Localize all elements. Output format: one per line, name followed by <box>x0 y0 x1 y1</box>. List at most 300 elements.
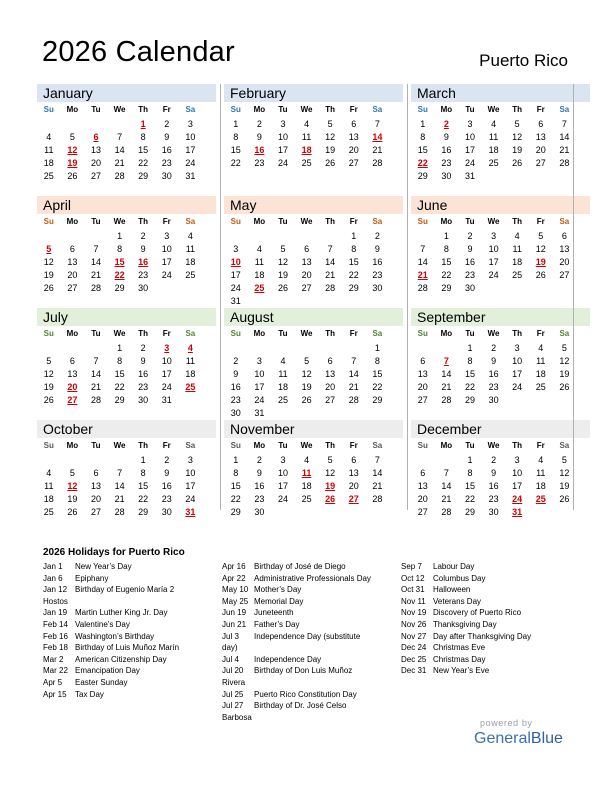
day-cell: 1 <box>140 118 146 129</box>
day-cell: 5 <box>514 118 520 129</box>
holiday-date: Apr 16 <box>222 562 246 571</box>
holiday-date: Feb 18 <box>43 643 68 653</box>
day-cell: 10 <box>512 355 523 366</box>
weekday-label: Mo <box>253 441 266 450</box>
month-name: February <box>224 84 403 102</box>
day-cell: 16 <box>464 256 475 267</box>
weekday-header <box>37 102 216 117</box>
day-cell: 10 <box>230 256 241 267</box>
week-row <box>37 341 216 354</box>
weekday-label: Tu <box>465 217 475 226</box>
week-row <box>224 393 403 406</box>
day-cell: 24 <box>277 157 288 168</box>
holiday-name: Birthday of Don Luis Muñoz <box>254 666 353 676</box>
day-cell: 26 <box>512 157 523 168</box>
day-cell: 3 <box>187 454 193 465</box>
day-cell: 11 <box>278 368 288 379</box>
holiday-column-1 <box>43 561 223 700</box>
holiday-item <box>222 654 402 666</box>
week-row <box>411 466 590 479</box>
day-cell: 24 <box>277 493 288 504</box>
holiday-name: Puerto Rico Constitution Day <box>254 689 357 699</box>
day-cell: 11 <box>44 480 54 491</box>
day-cell: 6 <box>69 355 75 366</box>
day-cell: 18 <box>535 368 546 379</box>
week-row <box>224 492 403 505</box>
day-cell: 8 <box>443 243 449 254</box>
weekday-label: Th <box>325 441 336 450</box>
day-cell: 19 <box>277 269 288 280</box>
day-cell: 24 <box>488 269 499 280</box>
day-cell: 14 <box>325 256 336 267</box>
day-cell: 19 <box>43 381 54 392</box>
weekday-label: Mo <box>440 105 453 114</box>
week-row <box>224 367 403 380</box>
day-cell: 2 <box>467 230 473 241</box>
day-cell: 5 <box>304 355 310 366</box>
month-january <box>37 84 216 196</box>
week-row <box>411 169 590 182</box>
week-row <box>411 242 590 255</box>
day-cell: 13 <box>90 480 101 491</box>
day-cell: 2 <box>164 118 170 129</box>
day-cell: 17 <box>488 256 499 267</box>
day-cell: 29 <box>417 170 428 181</box>
day-cell: 12 <box>325 467 336 478</box>
weekday-header <box>411 214 590 229</box>
day-cell: 15 <box>464 480 475 491</box>
weekday-label: We <box>300 105 313 114</box>
weekday-label: Th <box>138 217 149 226</box>
day-cell: 27 <box>417 506 428 517</box>
holiday-name: Day after Thanksgiving Day <box>433 631 532 641</box>
day-cell: 28 <box>114 506 125 517</box>
week-row <box>224 242 403 255</box>
day-cell: 28 <box>441 506 452 517</box>
holiday-date: Dec 24 <box>401 643 427 653</box>
weekday-label: Su <box>417 329 428 338</box>
day-cell: 31 <box>512 506 523 517</box>
holiday-item <box>401 642 581 654</box>
week-row <box>224 466 403 479</box>
day-cell: 3 <box>164 342 170 353</box>
holiday-name: Labour Day <box>433 562 475 571</box>
day-cell: 24 <box>230 282 241 293</box>
powered-by-label: powered by <box>480 718 533 728</box>
day-cell: 4 <box>538 454 544 465</box>
day-cell: 5 <box>280 243 286 254</box>
holiday-item <box>43 642 223 654</box>
weekday-label: We <box>487 105 500 114</box>
month-december <box>411 420 590 532</box>
day-cell: 29 <box>464 394 475 405</box>
weekday-label: Mo <box>253 329 266 338</box>
day-cell: 5 <box>69 131 75 142</box>
day-cell: 13 <box>535 131 546 142</box>
day-cell: 18 <box>488 144 499 155</box>
week-row <box>411 341 590 354</box>
month-name: March <box>411 84 590 102</box>
day-cell: 15 <box>138 144 149 155</box>
day-cell: 24 <box>161 269 172 280</box>
day-cell: 26 <box>67 170 78 181</box>
day-cell: 17 <box>464 144 475 155</box>
day-cell: 23 <box>138 269 149 280</box>
day-cell: 13 <box>90 144 101 155</box>
weekday-label: Su <box>417 105 428 114</box>
day-cell: 22 <box>348 269 359 280</box>
weekday-label: Tu <box>278 329 288 338</box>
day-cell: 2 <box>256 118 262 129</box>
day-cell: 23 <box>464 269 475 280</box>
day-cell: 25 <box>301 493 312 504</box>
holiday-date: Nov 11 <box>401 596 426 606</box>
day-cell: 29 <box>114 394 125 405</box>
month-name: September <box>411 308 590 326</box>
day-cell: 11 <box>488 131 499 142</box>
day-cell: 29 <box>464 506 475 517</box>
day-cell: 12 <box>43 256 54 267</box>
day-cell: 12 <box>325 131 336 142</box>
holiday-item <box>401 596 581 608</box>
day-cell: 8 <box>374 355 380 366</box>
weekday-label: Mo <box>253 217 266 226</box>
day-cell: 26 <box>325 493 336 504</box>
day-cell: 23 <box>254 157 265 168</box>
week-row <box>224 156 403 169</box>
day-cell: 23 <box>230 394 241 405</box>
day-cell: 24 <box>161 381 172 392</box>
day-cell: 20 <box>417 381 428 392</box>
weekday-label: Sa <box>372 329 383 338</box>
weekday-label: Th <box>325 217 336 226</box>
day-cell: 20 <box>348 480 359 491</box>
holiday-date: Jan 6 <box>43 573 63 583</box>
weekday-label: Su <box>43 329 54 338</box>
day-cell: 14 <box>90 256 101 267</box>
day-cell: 28 <box>372 157 383 168</box>
day-cell: 17 <box>277 480 288 491</box>
day-cell: 25 <box>535 493 546 504</box>
day-cell: 7 <box>117 131 123 142</box>
week-row <box>224 130 403 143</box>
day-cell: 23 <box>138 381 149 392</box>
day-cell: 6 <box>351 118 357 129</box>
week-row <box>224 229 403 242</box>
holiday-item <box>222 573 402 585</box>
week-row <box>37 466 216 479</box>
day-cell: 20 <box>67 269 78 280</box>
holiday-name: Martin Luther King Jr. Day <box>75 608 168 618</box>
day-cell: 23 <box>488 493 499 504</box>
holiday-item <box>43 619 223 631</box>
day-cell: 9 <box>140 243 146 254</box>
holiday-name: Columbus Day <box>433 573 486 583</box>
holiday-date: Apr 15 <box>43 689 67 699</box>
day-cell: 26 <box>67 506 78 517</box>
weekday-label: Mo <box>66 217 79 226</box>
day-cell: 16 <box>488 368 499 379</box>
day-cell: 18 <box>185 368 196 379</box>
day-cell: 1 <box>351 230 357 241</box>
month-november <box>224 420 403 532</box>
weekday-label: Sa <box>559 441 570 450</box>
holiday-date: Apr 22 <box>222 573 246 583</box>
weekday-label: Tu <box>91 329 101 338</box>
day-cell: 13 <box>348 467 359 478</box>
month-february <box>224 84 403 196</box>
day-cell: 13 <box>559 243 570 254</box>
weekday-label: Mo <box>66 105 79 114</box>
holiday-name: Washington’s Birthday <box>75 631 155 641</box>
day-cell: 16 <box>138 368 149 379</box>
weekday-label: Th <box>138 441 149 450</box>
weekday-label: Fr <box>162 105 171 114</box>
holiday-date: May 10 <box>222 585 249 595</box>
weekday-label: Su <box>230 329 241 338</box>
day-cell: 28 <box>372 493 383 504</box>
weekday-label: Mo <box>66 441 79 450</box>
day-cell: 13 <box>301 256 312 267</box>
weekday-label: Th <box>325 105 336 114</box>
day-cell: 25 <box>488 157 499 168</box>
weekday-label: Th <box>138 105 149 114</box>
day-cell: 1 <box>374 342 380 353</box>
holiday-name: Veterans Day <box>433 596 482 606</box>
day-cell: 21 <box>114 493 125 504</box>
weekday-header <box>411 326 590 341</box>
day-cell: 22 <box>417 157 428 168</box>
day-cell: 17 <box>512 480 523 491</box>
week-row <box>411 255 590 268</box>
month-name: January <box>37 84 216 102</box>
week-row <box>37 367 216 380</box>
holiday-date: Jul 20 <box>222 666 244 676</box>
weekday-label: Fr <box>162 217 171 226</box>
week-row <box>37 281 216 294</box>
weekday-header <box>37 326 216 341</box>
day-cell: 7 <box>374 118 380 129</box>
day-cell: 30 <box>441 170 452 181</box>
day-cell: 11 <box>301 467 312 478</box>
weekday-label: Su <box>230 105 241 114</box>
holiday-name: Christmas Day <box>433 654 486 664</box>
weekday-label: Sa <box>372 105 383 114</box>
holiday-name: Birthday of Dr. José Celso <box>254 701 347 711</box>
day-cell: 4 <box>256 243 262 254</box>
month-name: December <box>411 420 590 438</box>
month-name: November <box>224 420 403 438</box>
month-name: July <box>37 308 216 326</box>
day-cell: 15 <box>441 256 452 267</box>
week-row <box>37 169 216 182</box>
day-cell: 5 <box>46 243 52 254</box>
day-cell: 14 <box>559 131 570 142</box>
day-cell: 12 <box>559 355 570 366</box>
day-cell: 28 <box>325 282 336 293</box>
day-cell: 22 <box>114 381 125 392</box>
holiday-item <box>222 619 402 631</box>
day-cell: 11 <box>185 355 196 366</box>
day-cell: 3 <box>467 118 473 129</box>
day-cell: 27 <box>325 394 336 405</box>
weekday-label: We <box>487 441 500 450</box>
day-cell: 17 <box>230 269 241 280</box>
day-cell: 20 <box>90 157 101 168</box>
day-cell: 21 <box>559 144 570 155</box>
day-cell: 19 <box>301 381 312 392</box>
day-cell: 21 <box>90 381 101 392</box>
day-cell: 24 <box>185 157 196 168</box>
day-cell: 19 <box>535 256 546 267</box>
day-cell: 2 <box>443 118 449 129</box>
day-cell: 18 <box>43 493 54 504</box>
day-cell: 8 <box>140 467 146 478</box>
day-cell: 19 <box>512 144 523 155</box>
week-row <box>411 479 590 492</box>
weekday-label: Tu <box>91 105 101 114</box>
day-cell: 30 <box>138 394 149 405</box>
day-cell: 6 <box>93 131 99 142</box>
day-cell: 6 <box>327 355 333 366</box>
week-row <box>37 242 216 255</box>
weekday-header <box>224 102 403 117</box>
month-july <box>37 308 216 420</box>
holiday-date: Oct 31 <box>401 585 425 595</box>
day-cell: 10 <box>254 368 265 379</box>
day-cell: 30 <box>161 506 172 517</box>
month-name: May <box>224 196 403 214</box>
day-cell: 25 <box>254 282 265 293</box>
weekday-label: Tu <box>465 441 475 450</box>
day-cell: 23 <box>254 493 265 504</box>
holiday-column-3 <box>401 561 581 677</box>
weekday-label: Fr <box>162 329 171 338</box>
weekday-label: We <box>300 441 313 450</box>
holiday-name: Mother’s Day <box>254 585 302 595</box>
day-cell: 30 <box>488 394 499 405</box>
week-row <box>411 393 590 406</box>
week-row <box>224 255 403 268</box>
week-row <box>411 354 590 367</box>
holiday-date: Jan 1 <box>43 562 63 571</box>
day-cell: 1 <box>117 230 123 241</box>
month-name: June <box>411 196 590 214</box>
weekday-label: We <box>487 217 500 226</box>
day-cell: 22 <box>138 157 149 168</box>
week-row <box>411 492 590 505</box>
holiday-date: Jul 27 <box>222 701 244 711</box>
day-cell: 13 <box>417 368 428 379</box>
day-cell: 27 <box>67 394 78 405</box>
day-cell: 23 <box>372 269 383 280</box>
day-cell: 17 <box>161 256 172 267</box>
month-may <box>224 196 403 308</box>
day-cell: 10 <box>488 243 499 254</box>
day-cell: 28 <box>114 170 125 181</box>
day-cell: 7 <box>374 454 380 465</box>
day-cell: 3 <box>256 355 262 366</box>
weekday-label: Sa <box>559 217 570 226</box>
day-cell: 12 <box>512 131 523 142</box>
day-cell: 10 <box>185 467 196 478</box>
day-cell: 30 <box>230 407 241 418</box>
day-cell: 24 <box>512 381 523 392</box>
week-row <box>37 453 216 466</box>
day-cell: 25 <box>535 381 546 392</box>
day-cell: 30 <box>161 170 172 181</box>
day-cell: 4 <box>280 355 286 366</box>
holiday-column-2 <box>222 561 402 723</box>
day-cell: 22 <box>230 493 241 504</box>
week-row <box>411 130 590 143</box>
holiday-name: Father’s Day <box>254 619 300 629</box>
week-row <box>37 255 216 268</box>
day-cell: 3 <box>491 230 497 241</box>
day-cell: 22 <box>441 269 452 280</box>
weekday-label: Fr <box>349 441 358 450</box>
day-cell: 21 <box>441 381 452 392</box>
day-cell: 27 <box>90 170 101 181</box>
day-cell: 29 <box>441 282 452 293</box>
day-cell: 3 <box>164 230 170 241</box>
day-cell: 22 <box>138 493 149 504</box>
day-cell: 27 <box>90 506 101 517</box>
day-cell: 14 <box>348 368 359 379</box>
day-cell: 30 <box>464 282 475 293</box>
day-cell: 9 <box>256 131 262 142</box>
week-row <box>411 380 590 393</box>
day-cell: 9 <box>491 355 497 366</box>
weekday-label: Tu <box>91 217 101 226</box>
week-row <box>411 268 590 281</box>
week-row <box>37 268 216 281</box>
weekday-label: Fr <box>162 441 171 450</box>
weekday-label: We <box>113 329 126 338</box>
weekday-label: Fr <box>349 105 358 114</box>
month-september <box>411 308 590 420</box>
weekday-label: Tu <box>278 105 288 114</box>
weekday-label: Sa <box>185 217 196 226</box>
month-june <box>411 196 590 308</box>
holiday-name-continued: Rivera <box>222 677 246 687</box>
day-cell: 5 <box>46 355 52 366</box>
day-cell: 15 <box>372 368 383 379</box>
generalblue-logo: GeneralBlue <box>474 730 563 747</box>
day-cell: 8 <box>467 355 473 366</box>
weekday-label: Su <box>417 217 428 226</box>
column-divider <box>407 84 408 510</box>
day-cell: 26 <box>301 394 312 405</box>
day-cell: 20 <box>90 493 101 504</box>
country-name: Puerto Rico <box>479 51 568 70</box>
day-cell: 6 <box>420 355 426 366</box>
day-cell: 31 <box>254 407 265 418</box>
weekday-label: We <box>300 329 313 338</box>
day-cell: 13 <box>67 368 78 379</box>
day-cell: 17 <box>161 368 172 379</box>
day-cell: 29 <box>230 506 241 517</box>
day-cell: 1 <box>233 118 239 129</box>
day-cell: 7 <box>420 243 426 254</box>
day-cell: 15 <box>114 368 125 379</box>
day-cell: 4 <box>46 467 52 478</box>
day-cell: 5 <box>561 342 567 353</box>
day-cell: 18 <box>254 269 265 280</box>
day-cell: 20 <box>559 256 570 267</box>
week-row <box>37 380 216 393</box>
day-cell: 9 <box>467 243 473 254</box>
